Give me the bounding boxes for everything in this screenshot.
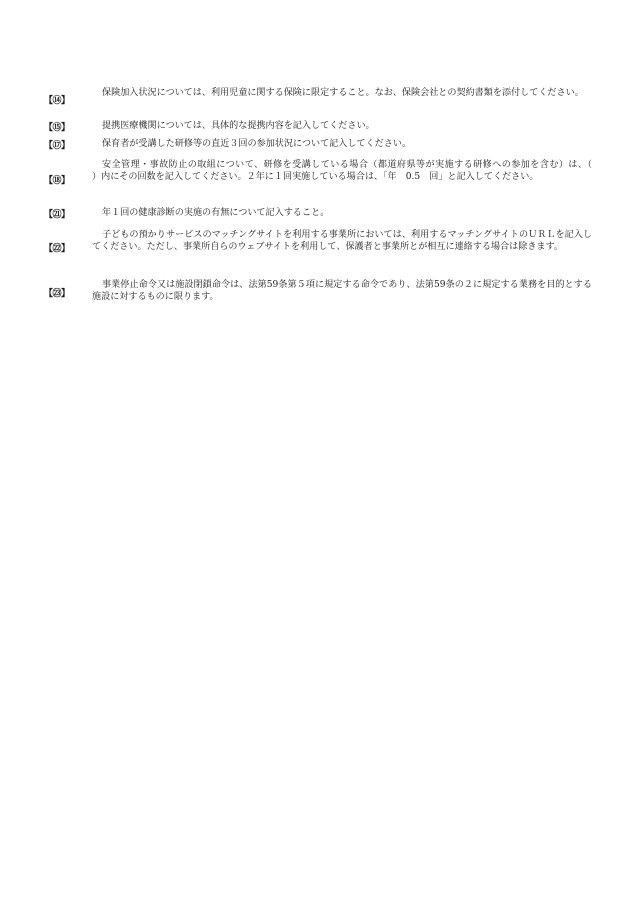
note-marker: 【㉒】 xyxy=(44,244,70,254)
note-text: 安全管理・事故防止の取組について、研修を受講している場合（都道府県等が実施する研修への参加を含む）は、（ ）内にその回数を記入してください。２年に１回実施している場合は、「年 0.5 回」と記入してください。 xyxy=(92,160,611,182)
note-text: 保険加入状況については、利用児童に関する保険に限定すること。なお、保険会社との契約書類を添付してください。 xyxy=(102,88,584,98)
note-text: 事業停止命令又は施設閉鎖命令は、法第59条第５項に規定する命令であり、法第59条の２に規定する業務を目的とする施設に対するものに限ります。 xyxy=(92,280,592,302)
note-marker: 【⑱】 xyxy=(44,176,70,186)
note-marker: 【㉓】 xyxy=(44,289,70,299)
note-text: 保育者が受講した研修等の直近３回の参加状況について記入してください。 xyxy=(102,139,412,149)
note-marker: 【⑮】 xyxy=(44,123,70,133)
note-marker: 【㉑】 xyxy=(44,210,70,220)
note-marker: 【⑰】 xyxy=(44,141,70,151)
note-text: 提携医療機関については、具体的な提携内容を記入してください。 xyxy=(102,121,375,131)
note-text: 年１回の健康診断の実施の有無について記入すること。 xyxy=(102,208,330,218)
note-text: 子どもの預かりサービスのマッチングサイトを利用する事業所においては、利用するマッチングサイトのＵＲＬを記入してください。ただし、事業所自らのウェブサイトを利用して、保護者と事業所とが相互に連絡する場合は除きます。 xyxy=(92,230,592,252)
note-marker: 【⑭】 xyxy=(44,96,70,106)
